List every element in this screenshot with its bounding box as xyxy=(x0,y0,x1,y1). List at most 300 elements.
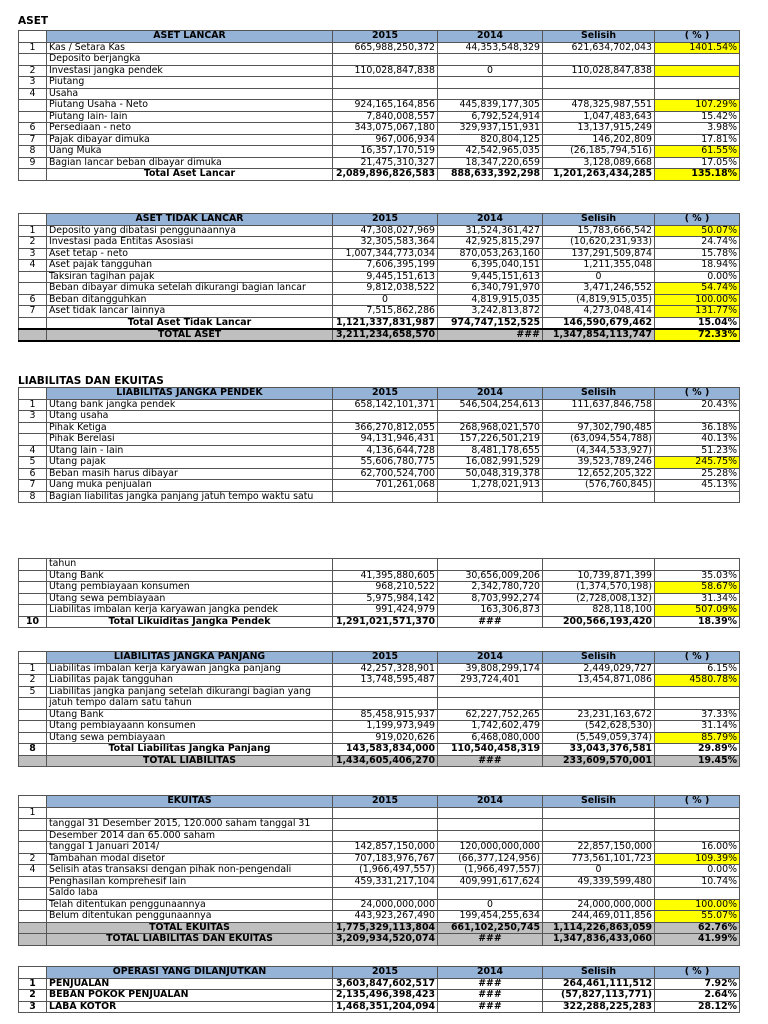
row-description: Utang sewa pembiayaan xyxy=(47,732,333,744)
row-description: Total Likuiditas Jangka Pendek xyxy=(47,616,333,628)
value-percent xyxy=(655,411,740,423)
value-selisih: 0 xyxy=(543,271,655,283)
value-selisih: 111,637,846,758 xyxy=(543,399,655,411)
row-description: Usaha xyxy=(47,88,333,100)
value-selisih: (2,728,008,132) xyxy=(543,593,655,605)
header-percent: ( % ) xyxy=(655,652,740,664)
value-2015: 2,135,496,398,423 xyxy=(333,990,438,1002)
table-row xyxy=(19,807,740,819)
value-selisih: 97,302,790,485 xyxy=(543,422,655,434)
value-selisih: 0 xyxy=(543,865,655,877)
row-number xyxy=(19,911,47,923)
row-description: Liabilitas imbalan kerja karyawan jangka pendek xyxy=(47,605,333,617)
value-2014: 268,968,021,570 xyxy=(438,422,543,434)
value-percent: 55.07% xyxy=(655,911,740,923)
table-row xyxy=(19,593,740,605)
header-no xyxy=(19,388,47,400)
aset-lancar-table xyxy=(18,30,740,181)
table-header-row xyxy=(19,796,740,808)
value-selisih: 200,566,193,420 xyxy=(543,616,655,628)
row-description: Desember 2014 dan 65.000 saham xyxy=(47,830,333,842)
row-number: 4 xyxy=(19,865,47,877)
header-section: ASET LANCAR xyxy=(47,31,333,43)
value-2014 xyxy=(438,830,543,842)
value-percent: 15.04% xyxy=(655,317,740,329)
value-2014: 31,524,361,427 xyxy=(438,225,543,237)
row-description: Utang lain - lain xyxy=(47,445,333,457)
value-percent: 58.67% xyxy=(655,582,740,594)
table-row xyxy=(19,294,740,306)
table-row xyxy=(19,934,740,946)
value-2014: 110,540,458,319 xyxy=(438,744,543,756)
value-2014: 157,226,501,219 xyxy=(438,434,543,446)
row-number xyxy=(19,934,47,946)
value-percent: 61.55% xyxy=(655,146,740,158)
value-percent xyxy=(655,807,740,819)
value-percent: 40.13% xyxy=(655,434,740,446)
row-number: 5 xyxy=(19,686,47,698)
value-selisih xyxy=(543,411,655,423)
header-percent: ( % ) xyxy=(655,31,740,43)
value-2014: 6,468,080,000 xyxy=(438,732,543,744)
value-2014: 1,278,021,913 xyxy=(438,480,543,492)
row-number: 9 xyxy=(19,157,47,169)
row-description: Beban dibayar dimuka setelah dikurangi bagian lancar xyxy=(47,283,333,295)
value-2015: 3,211,234,658,570 xyxy=(333,329,438,341)
value-2014: 42,542,965,035 xyxy=(438,146,543,158)
value-percent xyxy=(655,559,740,571)
value-2014 xyxy=(438,411,543,423)
value-2015 xyxy=(333,888,438,900)
value-2015: 967,006,934 xyxy=(333,134,438,146)
table-header-row xyxy=(19,967,740,979)
row-number xyxy=(19,169,47,181)
value-2015 xyxy=(333,88,438,100)
value-selisih: 23,231,163,672 xyxy=(543,709,655,721)
row-description: Bagian lancar beban dibayar dimuka xyxy=(47,157,333,169)
value-2015 xyxy=(333,686,438,698)
value-2014: 163,306,873 xyxy=(438,605,543,617)
header-no xyxy=(19,31,47,43)
row-number xyxy=(19,434,47,446)
value-percent xyxy=(655,830,740,842)
row-number xyxy=(19,876,47,888)
value-percent: 19.45% xyxy=(655,755,740,767)
header-selisih: Selisih xyxy=(543,967,655,979)
table-row xyxy=(19,744,740,756)
row-description: TOTAL EKUITAS xyxy=(47,922,333,934)
table-header-row xyxy=(19,214,740,226)
header-percent: ( % ) xyxy=(655,967,740,979)
value-2014: 30,656,009,206 xyxy=(438,570,543,582)
value-2015: 0 xyxy=(333,294,438,306)
row-number: 6 xyxy=(19,294,47,306)
header-selisih: Selisih xyxy=(543,214,655,226)
row-number xyxy=(19,100,47,112)
value-percent: 135.18% xyxy=(655,169,740,181)
value-2015 xyxy=(333,698,438,710)
header-selisih: Selisih xyxy=(543,652,655,664)
value-2015: 1,199,973,949 xyxy=(333,721,438,733)
value-selisih: 322,288,225,283 xyxy=(543,1001,655,1013)
value-2015: 919,020,626 xyxy=(333,732,438,744)
value-2014: 6,340,791,970 xyxy=(438,283,543,295)
value-2015: 7,606,395,199 xyxy=(333,260,438,272)
header-no xyxy=(19,967,47,979)
row-number: 3 xyxy=(19,77,47,89)
table-row xyxy=(19,675,740,687)
value-selisih: 13,454,871,086 xyxy=(543,675,655,687)
liabilitas-ekuitas-section-title: LIABILITAS DAN EKUITAS xyxy=(18,375,164,387)
value-percent: 0.00% xyxy=(655,271,740,283)
value-selisih: 773,561,101,723 xyxy=(543,853,655,865)
row-description: Total Liabilitas Jangka Panjang xyxy=(47,744,333,756)
table-row xyxy=(19,899,740,911)
value-percent: 24.74% xyxy=(655,237,740,249)
table-row xyxy=(19,283,740,295)
row-number xyxy=(19,329,47,341)
row-description: Persediaan - neto xyxy=(47,123,333,135)
value-selisih: 1,201,263,434,285 xyxy=(543,169,655,181)
value-percent: 54.74% xyxy=(655,283,740,295)
value-percent: 41.99% xyxy=(655,934,740,946)
value-2014: 50,048,319,378 xyxy=(438,468,543,480)
row-number: 4 xyxy=(19,260,47,272)
value-2015 xyxy=(333,830,438,842)
value-2014: ### xyxy=(438,934,543,946)
value-2014: 6,395,040,151 xyxy=(438,260,543,272)
header-2015: 2015 xyxy=(333,652,438,664)
value-percent xyxy=(655,686,740,698)
value-percent: 100.00% xyxy=(655,294,740,306)
value-selisih: 24,000,000,000 xyxy=(543,899,655,911)
value-2015: 94,131,946,431 xyxy=(333,434,438,446)
value-2014 xyxy=(438,686,543,698)
value-percent: 109.39% xyxy=(655,853,740,865)
value-2015: 13,748,595,487 xyxy=(333,675,438,687)
row-number xyxy=(19,605,47,617)
row-description: Piutang lain- lain xyxy=(47,111,333,123)
table-row xyxy=(19,411,740,423)
row-description: Liabilitas imbalan kerja karyawan jangka panjang xyxy=(47,663,333,675)
header-2014: 2014 xyxy=(438,652,543,664)
row-number: 1 xyxy=(19,807,47,819)
value-2015: 7,515,862,286 xyxy=(333,306,438,318)
value-2015: 143,583,834,000 xyxy=(333,744,438,756)
row-number: 4 xyxy=(19,88,47,100)
row-description: Liabilitas jangka panjang setelah dikurangi bagian yang xyxy=(47,686,333,698)
table-row xyxy=(19,842,740,854)
operasi-table xyxy=(18,966,740,1013)
ekuitas-table xyxy=(18,795,740,946)
row-description: Saldo laba xyxy=(47,888,333,900)
value-selisih: 2,449,029,727 xyxy=(543,663,655,675)
table-row xyxy=(19,570,740,582)
value-2015 xyxy=(333,559,438,571)
value-percent xyxy=(655,77,740,89)
value-percent: 31.14% xyxy=(655,721,740,733)
row-number: 3 xyxy=(19,248,47,260)
table-row xyxy=(19,559,740,571)
header-no xyxy=(19,214,47,226)
value-percent: 17.81% xyxy=(655,134,740,146)
value-percent: 507.09% xyxy=(655,605,740,617)
table-row xyxy=(19,491,740,503)
row-number xyxy=(19,830,47,842)
value-2014: 820,804,125 xyxy=(438,134,543,146)
row-description: Utang Bank xyxy=(47,709,333,721)
value-2015: 16,357,170,519 xyxy=(333,146,438,158)
value-percent xyxy=(655,888,740,900)
row-description: Aset tidak lancar lainnya xyxy=(47,306,333,318)
row-number: 2 xyxy=(19,237,47,249)
value-selisih: 621,634,702,043 xyxy=(543,42,655,54)
header-2014: 2014 xyxy=(438,796,543,808)
value-selisih: 244,469,011,856 xyxy=(543,911,655,923)
table-row xyxy=(19,686,740,698)
value-selisih: 3,471,246,552 xyxy=(543,283,655,295)
table-row xyxy=(19,755,740,767)
value-selisih: (1,374,570,198) xyxy=(543,582,655,594)
value-percent xyxy=(655,65,740,77)
row-number xyxy=(19,922,47,934)
value-selisih: 3,128,089,668 xyxy=(543,157,655,169)
value-2015: 968,210,522 xyxy=(333,582,438,594)
row-description: Utang Bank xyxy=(47,570,333,582)
row-description: Aset pajak tangguhan xyxy=(47,260,333,272)
row-number xyxy=(19,698,47,710)
value-2015: 42,257,328,901 xyxy=(333,663,438,675)
row-description: Utang pajak xyxy=(47,457,333,469)
value-selisih xyxy=(543,54,655,66)
row-description: Penghasilan komprehesif lain xyxy=(47,876,333,888)
row-description: Total Aset Lancar xyxy=(47,169,333,181)
row-number: 7 xyxy=(19,134,47,146)
row-number: 2 xyxy=(19,675,47,687)
value-selisih: 1,347,836,433,060 xyxy=(543,934,655,946)
value-percent: 107.29% xyxy=(655,100,740,112)
value-percent: 6.15% xyxy=(655,663,740,675)
row-number xyxy=(19,709,47,721)
value-percent: 29.89% xyxy=(655,744,740,756)
row-number xyxy=(19,842,47,854)
value-selisih: 264,461,111,512 xyxy=(543,978,655,990)
row-number xyxy=(19,755,47,767)
value-selisih: 1,211,355,048 xyxy=(543,260,655,272)
value-2015 xyxy=(333,411,438,423)
row-number: 4 xyxy=(19,445,47,457)
value-2015: 41,395,880,605 xyxy=(333,570,438,582)
value-selisih: (63,094,554,788) xyxy=(543,434,655,446)
header-no xyxy=(19,652,47,664)
liabilitas-jangka-panjang-table xyxy=(18,651,740,767)
row-description: Utang bank jangka pendek xyxy=(47,399,333,411)
table-row xyxy=(19,830,740,842)
table-row xyxy=(19,922,740,934)
value-2015: 443,923,267,490 xyxy=(333,911,438,923)
table-row xyxy=(19,582,740,594)
value-2015: 24,000,000,000 xyxy=(333,899,438,911)
header-2014: 2014 xyxy=(438,388,543,400)
value-percent xyxy=(655,491,740,503)
value-2014: 409,991,617,624 xyxy=(438,876,543,888)
header-selisih: Selisih xyxy=(543,388,655,400)
table-row xyxy=(19,237,740,249)
value-percent: 0.00% xyxy=(655,865,740,877)
row-description: Pihak Berelasi xyxy=(47,434,333,446)
table-row xyxy=(19,911,740,923)
row-number xyxy=(19,570,47,582)
value-selisih: 39,523,789,246 xyxy=(543,457,655,469)
row-description: TOTAL LIABILITAS DAN EKUITAS xyxy=(47,934,333,946)
value-percent: 15.78% xyxy=(655,248,740,260)
value-2015 xyxy=(333,491,438,503)
value-2014 xyxy=(438,698,543,710)
value-2015: 1,775,329,113,804 xyxy=(333,922,438,934)
value-2014 xyxy=(438,819,543,831)
value-selisih: (4,819,915,035) xyxy=(543,294,655,306)
value-2015: 3,209,934,520,074 xyxy=(333,934,438,946)
table-row xyxy=(19,990,740,1002)
header-percent: ( % ) xyxy=(655,388,740,400)
value-2015: 21,475,310,327 xyxy=(333,157,438,169)
header-2015: 2015 xyxy=(333,967,438,979)
value-percent xyxy=(655,819,740,831)
row-number: 7 xyxy=(19,306,47,318)
row-description: LABA KOTOR xyxy=(47,1001,333,1013)
value-2014 xyxy=(438,77,543,89)
value-selisih xyxy=(543,559,655,571)
value-selisih: 146,202,809 xyxy=(543,134,655,146)
value-2015: 9,812,038,522 xyxy=(333,283,438,295)
value-selisih xyxy=(543,819,655,831)
row-number: 6 xyxy=(19,123,47,135)
row-number xyxy=(19,582,47,594)
row-number: 8 xyxy=(19,146,47,158)
row-description: Selisih atas transaksi dengan pihak non-pengendali xyxy=(47,865,333,877)
value-2015 xyxy=(333,807,438,819)
row-number: 2 xyxy=(19,65,47,77)
row-description: Taksiran tagihan pajak xyxy=(47,271,333,283)
row-description: tanggal 31 Desember 2015, 120.000 saham tanggal 31 xyxy=(47,819,333,831)
value-percent: 18.94% xyxy=(655,260,740,272)
value-selisih: 22,857,150,000 xyxy=(543,842,655,854)
table-row xyxy=(19,225,740,237)
value-selisih: 49,339,599,480 xyxy=(543,876,655,888)
table-row xyxy=(19,88,740,100)
value-percent: 3.98% xyxy=(655,123,740,135)
value-selisih: 478,325,987,551 xyxy=(543,100,655,112)
value-selisih: 110,028,847,838 xyxy=(543,65,655,77)
value-2014: 0 xyxy=(438,65,543,77)
value-2014: 44,353,548,329 xyxy=(438,42,543,54)
value-2015: 142,857,150,000 xyxy=(333,842,438,854)
table-header-row xyxy=(19,652,740,664)
row-description xyxy=(47,807,333,819)
row-description: TOTAL LIABILITAS xyxy=(47,755,333,767)
row-description: tahun xyxy=(47,559,333,571)
value-2015: 366,270,812,055 xyxy=(333,422,438,434)
row-number: 1 xyxy=(19,978,47,990)
row-description: Belum ditentukan penggunaannya xyxy=(47,911,333,923)
value-selisih xyxy=(543,686,655,698)
value-percent: 1401.54% xyxy=(655,42,740,54)
row-description: Kas / Setara Kas xyxy=(47,42,333,54)
row-description: PENJUALAN xyxy=(47,978,333,990)
table-row xyxy=(19,146,740,158)
value-selisih: 15,783,666,542 xyxy=(543,225,655,237)
value-selisih: 146,590,679,462 xyxy=(543,317,655,329)
row-number xyxy=(19,271,47,283)
value-2014: ### xyxy=(438,990,543,1002)
value-percent: 4580.78% xyxy=(655,675,740,687)
value-percent: 85.79% xyxy=(655,732,740,744)
header-2014: 2014 xyxy=(438,214,543,226)
table-row xyxy=(19,317,740,329)
table-row xyxy=(19,605,740,617)
table-row xyxy=(19,123,740,135)
value-2015: 991,424,979 xyxy=(333,605,438,617)
value-2015: 665,988,250,372 xyxy=(333,42,438,54)
row-number xyxy=(19,721,47,733)
value-percent xyxy=(655,698,740,710)
value-percent: 10.74% xyxy=(655,876,740,888)
row-description: Utang sewa pembiayaan xyxy=(47,593,333,605)
table-row xyxy=(19,434,740,446)
value-2015: 707,183,976,767 xyxy=(333,853,438,865)
row-number: 8 xyxy=(19,744,47,756)
value-selisih xyxy=(543,88,655,100)
value-selisih: 137,291,509,874 xyxy=(543,248,655,260)
value-percent: 62.76% xyxy=(655,922,740,934)
value-2014 xyxy=(438,888,543,900)
value-2014: 2,342,780,720 xyxy=(438,582,543,594)
value-2014: 9,445,151,613 xyxy=(438,271,543,283)
value-2014 xyxy=(438,491,543,503)
table-row xyxy=(19,134,740,146)
table-row xyxy=(19,865,740,877)
value-2014: 1,742,602,479 xyxy=(438,721,543,733)
header-section: EKUITAS xyxy=(47,796,333,808)
value-selisih xyxy=(543,698,655,710)
row-number: 2 xyxy=(19,853,47,865)
liabilitas-jangka-pendek-table xyxy=(18,387,740,503)
row-number: 6 xyxy=(19,468,47,480)
value-2014: (1,966,497,557) xyxy=(438,865,543,877)
row-description: Tambahan modal disetor xyxy=(47,853,333,865)
value-2014: ### xyxy=(438,616,543,628)
row-number: 5 xyxy=(19,457,47,469)
value-percent: 50.07% xyxy=(655,225,740,237)
value-2014: ### xyxy=(438,329,543,341)
value-2014: 888,633,392,298 xyxy=(438,169,543,181)
value-2014: 4,819,915,035 xyxy=(438,294,543,306)
row-number: 8 xyxy=(19,491,47,503)
header-2015: 2015 xyxy=(333,214,438,226)
row-description: Utang pembiayaan konsumen xyxy=(47,582,333,594)
table-row xyxy=(19,77,740,89)
table-row xyxy=(19,399,740,411)
row-number: 3 xyxy=(19,1001,47,1013)
value-2014 xyxy=(438,559,543,571)
value-2015: 1,007,344,773,034 xyxy=(333,248,438,260)
value-percent: 16.00% xyxy=(655,842,740,854)
header-selisih: Selisih xyxy=(543,796,655,808)
row-description: Deposito berjangka xyxy=(47,54,333,66)
value-selisih: 12,652,205,322 xyxy=(543,468,655,480)
value-percent: 51.23% xyxy=(655,445,740,457)
value-percent: 36.18% xyxy=(655,422,740,434)
